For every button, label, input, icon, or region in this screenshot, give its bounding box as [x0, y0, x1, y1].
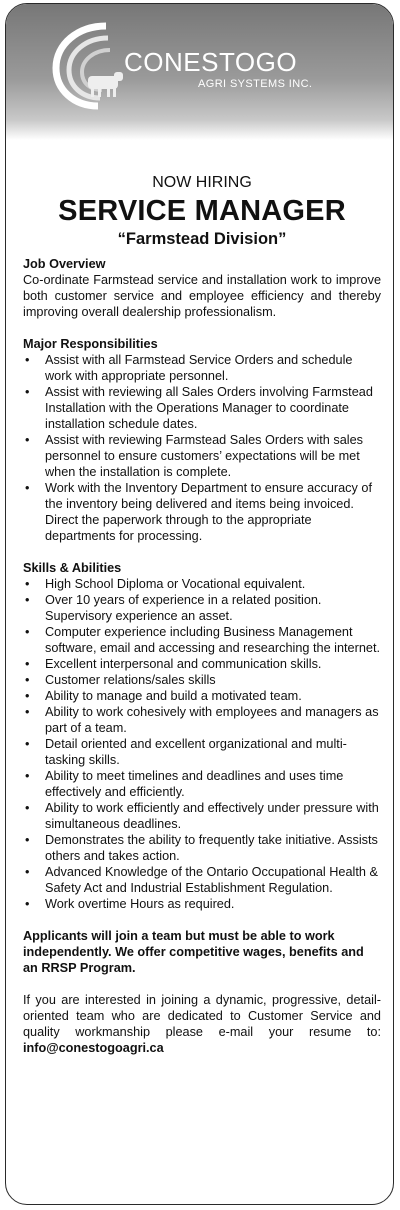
brand-header: [6, 4, 393, 140]
list-item: • High School Diploma or Vocational equivalent.: [25, 577, 306, 591]
bullet-icon: •: [25, 577, 30, 591]
list-item: • Excellent interpersonal and communication skills.: [25, 657, 322, 671]
bullet-icon: •: [25, 801, 30, 815]
job-title: SERVICE MANAGER: [58, 195, 346, 227]
list-item: • Assist with reviewing Farmstead Sales Orders with sales personnel to ensure customers’ expectations will be met when the installation is complete.: [25, 433, 363, 479]
bullet-icon: •: [25, 897, 30, 911]
list-item: • Over 10 years of experience in a related position. Supervisory experience an asset.: [25, 593, 322, 623]
list-item: • Ability to meet timelines and deadlines and uses time effectively and efficiently.: [25, 769, 344, 799]
bullet-icon: •: [25, 769, 30, 783]
responsibilities-heading: Major Responsibilities: [23, 337, 158, 351]
list-item: • Customer relations/sales skills: [25, 673, 216, 687]
bullet-icon: •: [25, 833, 30, 847]
skills-heading: Skills & Abilities: [23, 561, 122, 575]
cow-icon: [88, 72, 123, 97]
bullet-icon: •: [25, 625, 30, 639]
list-item: • Work overtime Hours as required.: [25, 897, 235, 911]
skills-list: [23, 576, 381, 912]
brand-name: CONESTOGO: [124, 47, 298, 77]
list-item: • Work with the Inventory Department to ensure accuracy of the inventory being delivered and items being invoiced. Direct the paperwork through to the appropriate departments for processing.: [25, 481, 372, 543]
conestogo-logo-icon: [48, 20, 128, 110]
now-hiring-heading: NOW HIRING: [152, 174, 252, 191]
applicants-note: Applicants will join a team but must be able to work independently. We offer competitive wages, benefits and an RRSP Program.: [23, 929, 364, 975]
job-ad: [5, 3, 394, 1205]
job-overview-text: Co-ordinate Farmstead service and installation work to improve both customer service and employee efficiency and thereby improving overall dealership professionalism.: [23, 273, 381, 319]
list-item: • Computer experience including Business Management software, email and accessing and researching the internet.: [25, 625, 380, 655]
closing-paragraph: [23, 992, 381, 1056]
bullet-icon: •: [25, 593, 30, 607]
bullet-icon: •: [25, 705, 30, 719]
bullet-icon: •: [25, 385, 30, 399]
bullet-icon: •: [25, 657, 30, 671]
list-item: • Assist with all Farmstead Service Orders and schedule work with appropriate personnel.: [25, 353, 353, 383]
list-item: • Ability to work cohesively with employees and managers as part of a team.: [25, 705, 379, 735]
bullet-icon: •: [25, 737, 30, 751]
closing-text: If you are interested in joining a dynamic, progressive, detail-oriented team who are dedicated to Customer Service and quality workmanship please e-mail your resume to:: [23, 993, 381, 1039]
brand-subtitle: AGRI SYSTEMS INC.: [198, 78, 313, 90]
list-item: • Advanced Knowledge of the Ontario Occupational Health & Safety Act and Industrial Establishment Regulation.: [25, 865, 378, 895]
bullet-icon: •: [25, 353, 30, 367]
list-item: • Assist with reviewing all Sales Orders involving Farmstead Installation with the Operations Manager to coordinate installation schedule dates.: [25, 385, 373, 431]
bullet-icon: •: [25, 673, 30, 687]
list-item: • Ability to work efficiently and effectively under pressure with simultaneous deadlines.: [25, 801, 379, 831]
job-overview-heading: Job Overview: [23, 257, 106, 271]
job-division: “Farmstead Division”: [117, 230, 287, 248]
ad-content: [23, 172, 381, 1056]
list-item: • Ability to manage and build a motivated team.: [25, 689, 302, 703]
contact-email: info@conestogoagri.ca: [23, 1041, 164, 1055]
bullet-icon: •: [25, 481, 30, 495]
list-item: • Demonstrates the ability to frequently take initiative. Assists others and takes action.: [25, 833, 378, 863]
bullet-icon: •: [25, 433, 30, 447]
bullet-icon: •: [25, 689, 30, 703]
bullet-icon: •: [25, 865, 30, 879]
responsibilities-list: [23, 352, 381, 544]
list-item: • Detail oriented and excellent organizational and multi-tasking skills.: [25, 737, 347, 767]
